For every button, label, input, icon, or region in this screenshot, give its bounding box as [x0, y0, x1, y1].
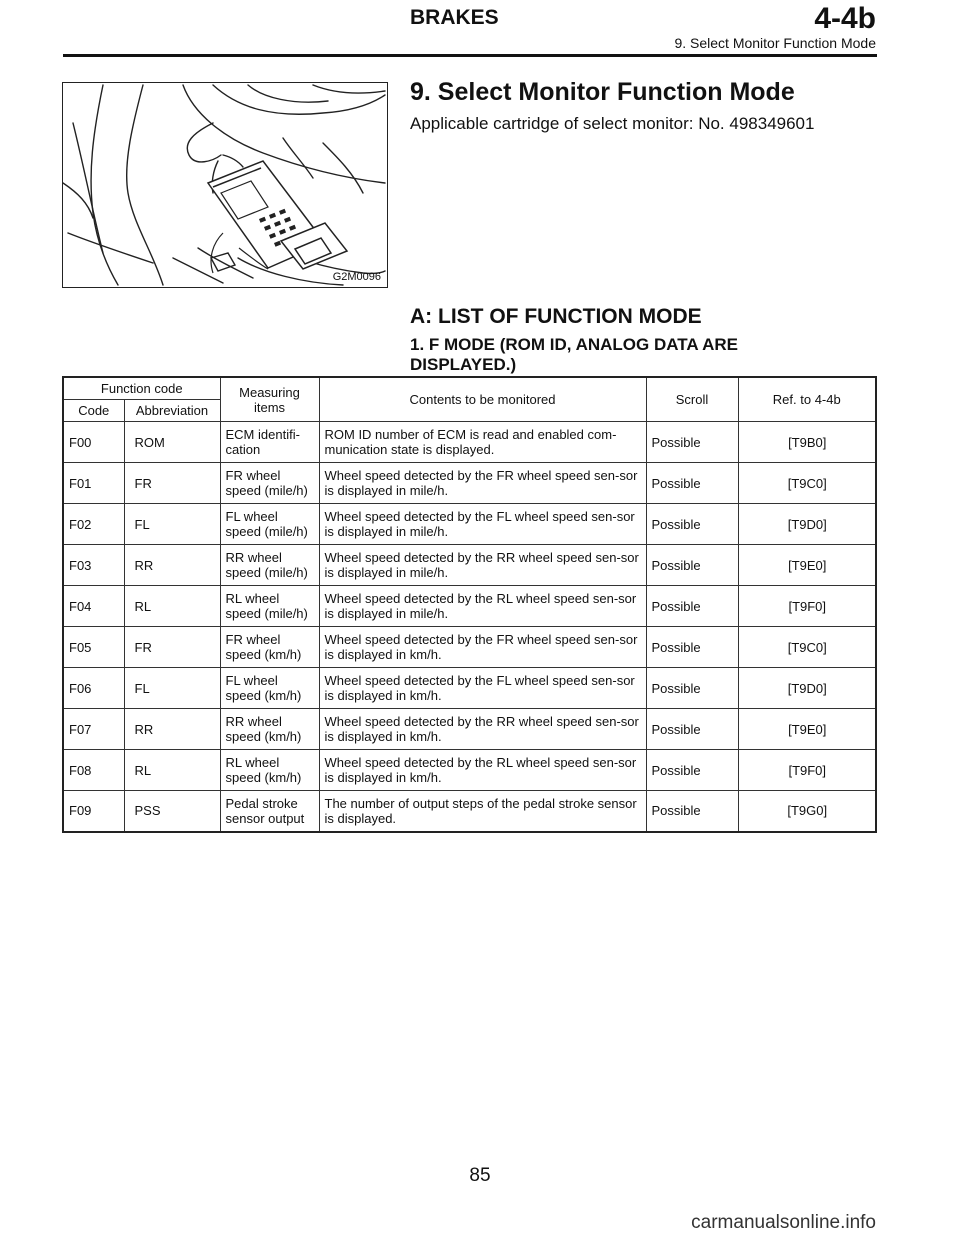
table-header-row — [63, 377, 876, 400]
cell-ref: [T9G0] — [738, 791, 876, 832]
cell-contents: Wheel speed detected by the FL wheel speed sen-sor is displayed in km/h. — [319, 668, 646, 709]
table-row — [63, 709, 876, 750]
section-intro: Applicable cartridge of select monitor: No. 498349601 — [410, 114, 815, 133]
cell-contents: Wheel speed detected by the RR wheel speed sen-sor is displayed in mile/h. — [319, 545, 646, 586]
cell-scroll: Possible — [646, 791, 738, 832]
cell-ref: [T9D0] — [738, 668, 876, 709]
header-ref: Ref. to 4-4b — [738, 377, 876, 422]
subsection-title: A: LIST OF FUNCTION MODE — [410, 305, 702, 328]
table-row — [63, 668, 876, 709]
cell-ref: [T9C0] — [738, 627, 876, 668]
cell-abbreviation: ROM — [124, 422, 220, 463]
cell-code: F02 — [63, 504, 124, 545]
cell-measuring-item: FR wheel speed (mile/h) — [220, 463, 319, 504]
cell-abbreviation: RR — [124, 709, 220, 750]
cell-abbreviation: FL — [124, 668, 220, 709]
header-section-code: 4-4b — [814, 2, 876, 35]
cell-scroll: Possible — [646, 545, 738, 586]
table-row — [63, 422, 876, 463]
page-number: 85 — [469, 1165, 491, 1186]
cell-abbreviation: RR — [124, 545, 220, 586]
cell-contents: Wheel speed detected by the RL wheel speed sen-sor is displayed in km/h. — [319, 750, 646, 791]
header-scroll: Scroll — [646, 377, 738, 422]
cell-code: F00 — [63, 422, 124, 463]
cell-scroll: Possible — [646, 668, 738, 709]
table-row — [63, 586, 876, 627]
cell-contents: Wheel speed detected by the FR wheel speed sen-sor is displayed in km/h. — [319, 627, 646, 668]
cell-code: F03 — [63, 545, 124, 586]
cell-measuring-item: RL wheel speed (km/h) — [220, 750, 319, 791]
cell-code: F08 — [63, 750, 124, 791]
cell-abbreviation: RL — [124, 586, 220, 627]
cell-contents: Wheel speed detected by the FL wheel speed sen-sor is displayed in mile/h. — [319, 504, 646, 545]
cell-code: F01 — [63, 463, 124, 504]
cell-measuring-item: RR wheel speed (mile/h) — [220, 545, 319, 586]
header-contents: Contents to be monitored — [319, 377, 646, 422]
cell-scroll: Possible — [646, 750, 738, 791]
cell-scroll: Possible — [646, 627, 738, 668]
table-row — [63, 463, 876, 504]
cell-contents: The number of output steps of the pedal stroke sensor is displayed. — [319, 791, 646, 832]
cell-measuring-item: RL wheel speed (mile/h) — [220, 586, 319, 627]
cell-abbreviation: RL — [124, 750, 220, 791]
function-mode-table — [62, 376, 877, 833]
cell-code: F04 — [63, 586, 124, 627]
header-subsection: 9. Select Monitor Function Mode — [674, 35, 876, 51]
table-row — [63, 791, 876, 832]
header-rule — [63, 54, 877, 57]
cell-abbreviation: FR — [124, 463, 220, 504]
cell-ref: [T9E0] — [738, 545, 876, 586]
cell-abbreviation: PSS — [124, 791, 220, 832]
cell-ref: [T9C0] — [738, 463, 876, 504]
select-monitor-illustration — [63, 83, 386, 286]
section-title: 9. Select Monitor Function Mode — [410, 78, 795, 106]
table-row — [63, 750, 876, 791]
table-row — [63, 545, 876, 586]
cell-measuring-item: RR wheel speed (km/h) — [220, 709, 319, 750]
cell-scroll: Possible — [646, 504, 738, 545]
cell-abbreviation: FL — [124, 504, 220, 545]
cell-contents: Wheel speed detected by the RR wheel speed sen-sor is displayed in km/h. — [319, 709, 646, 750]
cell-ref: [T9E0] — [738, 709, 876, 750]
cell-measuring-item: Pedal stroke sensor output — [220, 791, 319, 832]
subsection-subtitle: 1. F MODE (ROM ID, ANALOG DATA ARE DISPLAYED.) — [410, 335, 739, 374]
header-code: Code — [63, 400, 124, 422]
cell-code: F07 — [63, 709, 124, 750]
table-row — [63, 627, 876, 668]
watermark-text: carmanualsonline.info — [691, 1212, 876, 1233]
cell-measuring-item: FL wheel speed (mile/h) — [220, 504, 319, 545]
cell-contents: Wheel speed detected by the RL wheel speed sen-sor is displayed in mile/h. — [319, 586, 646, 627]
cell-ref: [T9F0] — [738, 750, 876, 791]
select-monitor-figure — [62, 82, 388, 288]
cell-ref: [T9B0] — [738, 422, 876, 463]
cell-scroll: Possible — [646, 422, 738, 463]
cell-ref: [T9D0] — [738, 504, 876, 545]
cell-measuring-item: ECM identifi-cation — [220, 422, 319, 463]
figure-label: G2M0096 — [332, 271, 381, 283]
cell-scroll: Possible — [646, 709, 738, 750]
header-measuring-items: Measuring items — [220, 377, 319, 422]
cell-measuring-item: FR wheel speed (km/h) — [220, 627, 319, 668]
header-section-title: BRAKES — [410, 6, 499, 29]
cell-contents: Wheel speed detected by the FR wheel speed sen-sor is displayed in mile/h. — [319, 463, 646, 504]
header-function-code: Function code — [63, 377, 220, 400]
cell-contents: ROM ID number of ECM is read and enabled com-munication state is displayed. — [319, 422, 646, 463]
cell-abbreviation: FR — [124, 627, 220, 668]
cell-measuring-item: FL wheel speed (km/h) — [220, 668, 319, 709]
cell-code: F05 — [63, 627, 124, 668]
cell-code: F09 — [63, 791, 124, 832]
cell-scroll: Possible — [646, 463, 738, 504]
cell-ref: [T9F0] — [738, 586, 876, 627]
header-abbreviation: Abbreviation — [124, 400, 220, 422]
cell-scroll: Possible — [646, 586, 738, 627]
table-row — [63, 504, 876, 545]
cell-code: F06 — [63, 668, 124, 709]
